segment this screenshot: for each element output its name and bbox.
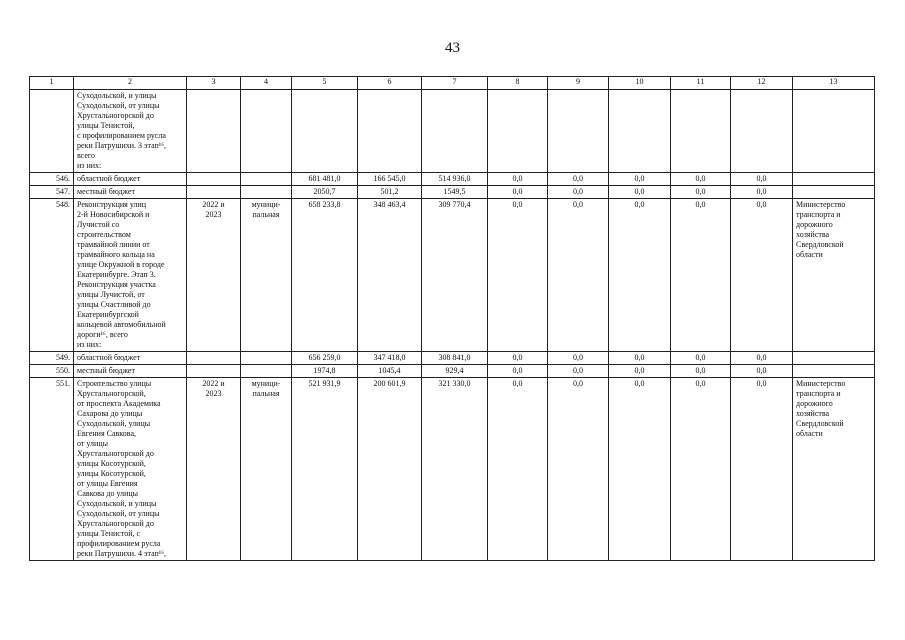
- row-value-12: 0,0: [731, 199, 793, 352]
- row-value-12: 0,0: [731, 352, 793, 365]
- row-years: [187, 352, 241, 365]
- row-value-11: 0,0: [671, 186, 731, 199]
- row-value-12: 0,0: [731, 365, 793, 378]
- col-header-13: 13: [793, 77, 875, 90]
- row-value-10: 0,0: [609, 173, 671, 186]
- col-header-1: 1: [30, 77, 74, 90]
- row-value-10: 0,0: [609, 186, 671, 199]
- row-years: [187, 365, 241, 378]
- row-value-12: 0,0: [731, 173, 793, 186]
- row-number: 550.: [30, 365, 74, 378]
- row-total: 658 233,8: [292, 199, 358, 352]
- row-value-11: 0,0: [671, 378, 731, 561]
- row-value-9: 0,0: [548, 186, 609, 199]
- row-total: 681 481,0: [292, 173, 358, 186]
- row-value-7: 514 936,0: [422, 173, 488, 186]
- col-header-6: 6: [358, 77, 422, 90]
- row-value-12: 0,0: [731, 186, 793, 199]
- row-value-8: 0,0: [488, 378, 548, 561]
- row-value-9: 0,0: [548, 378, 609, 561]
- row-responsible: Министерство транспорта и дорожного хозяйства Свердловской области: [793, 378, 875, 561]
- row-description: Суходольской, и улицы Суходольской, от улицы Хрустальногорской до улицы Тенистой, с профилированием русла реки Патрушихи. 3 этап¹⁶, всего из них:: [74, 90, 187, 173]
- row-executor: муници- пальная: [241, 378, 292, 561]
- row-description: Строительство улицы Хрустальногорской, от проспекта Академика Сахарова до улицы Суходольской, улицы Евгения Савкова, от улицы Хрустальногорской до улицы Косотурской, улицы Косотурской, от улицы Евгения Савкова до улицы Суходольской, и улицы Суходольской, от улицы Хрустальногорской до улицы Тенистой, с профилированием русла реки Патрушихи. 4 этап¹⁶,: [74, 378, 187, 561]
- row-years: 2022 и 2023: [187, 199, 241, 352]
- row-executor: [241, 365, 292, 378]
- row-value-7: 308 841,0: [422, 352, 488, 365]
- row-value-6: 348 463,4: [358, 199, 422, 352]
- table-row: [30, 352, 875, 365]
- col-header-3: 3: [187, 77, 241, 90]
- row-value-8: 0,0: [488, 352, 548, 365]
- page-number: 43: [445, 40, 460, 56]
- row-value-6: 1045,4: [358, 365, 422, 378]
- row-value-8: 0,0: [488, 199, 548, 352]
- row-description: областной бюджет: [74, 173, 187, 186]
- row-value-11: 0,0: [671, 365, 731, 378]
- row-value-9: 0,0: [548, 352, 609, 365]
- col-header-2: 2: [74, 77, 187, 90]
- col-header-9: 9: [548, 77, 609, 90]
- row-value-11: 0,0: [671, 352, 731, 365]
- row-executor: [241, 186, 292, 199]
- row-total: 656 259,0: [292, 352, 358, 365]
- row-value-7: 929,4: [422, 365, 488, 378]
- header-row: [30, 77, 875, 90]
- row-total: 2050,7: [292, 186, 358, 199]
- table-row: [30, 365, 875, 378]
- row-responsible: [793, 365, 875, 378]
- row-description: местный бюджет: [74, 186, 187, 199]
- table-row: [30, 173, 875, 186]
- col-header-11: 11: [671, 77, 731, 90]
- row-total: 521 931,9: [292, 378, 358, 561]
- table-row: [30, 378, 875, 561]
- row-value-6: 166 545,0: [358, 173, 422, 186]
- row-years: [187, 173, 241, 186]
- row-value-9: 0,0: [548, 199, 609, 352]
- row-value-6: 200 601,9: [358, 378, 422, 561]
- row-value-11: 0,0: [671, 173, 731, 186]
- table-row: [30, 199, 875, 352]
- table-row-continuation: [30, 90, 875, 173]
- row-description: местный бюджет: [74, 365, 187, 378]
- row-value-7: 321 330,0: [422, 378, 488, 561]
- col-header-12: 12: [731, 77, 793, 90]
- row-value-9: 0,0: [548, 173, 609, 186]
- row-responsible: [793, 352, 875, 365]
- row-value-12: 0,0: [731, 378, 793, 561]
- row-value-9: 0,0: [548, 365, 609, 378]
- row-description: Реконструкция улиц 2-й Новосибирской и Лучистой со строительством трамвайной линии от трамвайного кольца на улице Окружной в городе Екатеринбурге. Этап 3. Реконструкция участка улицы Лучистой, от улицы Счастливой до Екатеринбургской кольцевой автомобильной дороги¹⁶, всего из них:: [74, 199, 187, 352]
- col-header-5: 5: [292, 77, 358, 90]
- row-value-8: 0,0: [488, 173, 548, 186]
- row-value-6: 501,2: [358, 186, 422, 199]
- row-number: 549.: [30, 352, 74, 365]
- row-responsible: Министерство транспорта и дорожного хозяйства Свердловской области: [793, 199, 875, 352]
- row-responsible: [793, 173, 875, 186]
- row-value-10: 0,0: [609, 352, 671, 365]
- row-number: 548.: [30, 199, 74, 352]
- row-value-7: 1549,5: [422, 186, 488, 199]
- row-value-8: 0,0: [488, 186, 548, 199]
- col-header-10: 10: [609, 77, 671, 90]
- col-header-7: 7: [422, 77, 488, 90]
- row-executor: муници- пальная: [241, 199, 292, 352]
- row-value-10: 0,0: [609, 378, 671, 561]
- row-years: 2022 и 2023: [187, 378, 241, 561]
- row-value-6: 347 418,0: [358, 352, 422, 365]
- row-executor: [241, 173, 292, 186]
- row-value-10: 0,0: [609, 365, 671, 378]
- row-number: 551.: [30, 378, 74, 561]
- row-value-7: 309 770,4: [422, 199, 488, 352]
- row-years: [187, 186, 241, 199]
- row-value-10: 0,0: [609, 199, 671, 352]
- table-row: [30, 186, 875, 199]
- budget-table: [29, 76, 875, 561]
- col-header-4: 4: [241, 77, 292, 90]
- row-total: 1974,8: [292, 365, 358, 378]
- row-number: 547.: [30, 186, 74, 199]
- row-value-11: 0,0: [671, 199, 731, 352]
- row-number: 546.: [30, 173, 74, 186]
- row-executor: [241, 352, 292, 365]
- row-responsible: [793, 186, 875, 199]
- row-description: областной бюджет: [74, 352, 187, 365]
- row-value-8: 0,0: [488, 365, 548, 378]
- col-header-8: 8: [488, 77, 548, 90]
